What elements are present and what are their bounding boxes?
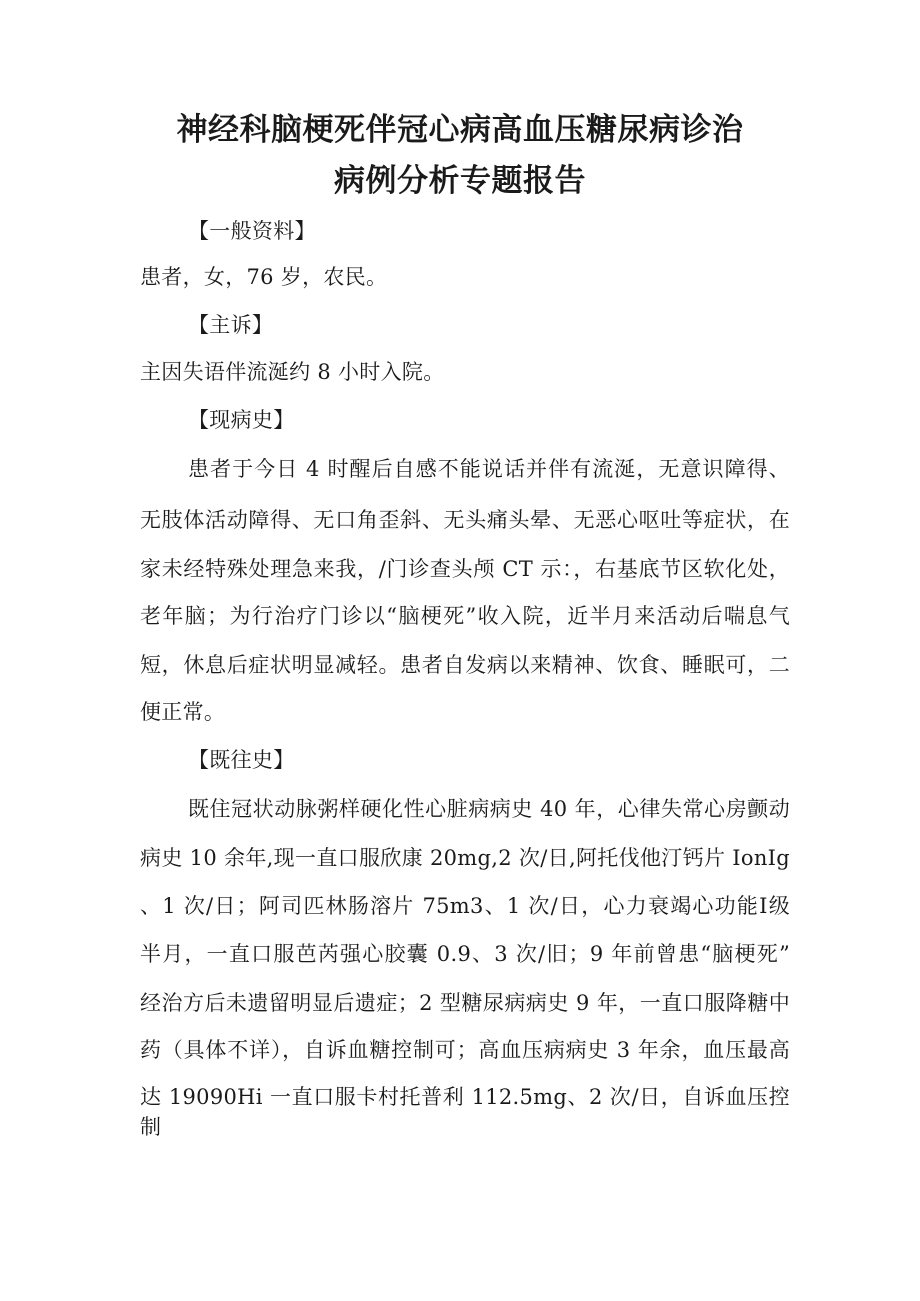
- past-history-line: 达 19090Hi 一直口服卡村托普利 112.5mg、2 次/日，自诉血压控制: [140, 1085, 790, 1139]
- past-history-line: 、1 次/日；阿司匹林肠溶片 75m3、1 次/日，心力衰竭心功能Ⅰ级: [140, 894, 790, 918]
- present-history-heading: 【现病史】: [188, 408, 295, 432]
- present-history-line: 老年脑；为行治疗门诊以“脑梗死”收入院，近半月来活动后喘息气: [140, 604, 790, 628]
- present-history-line: 家未经特殊处理急来我，/门诊查头颅 CT 示：，右基底节区软化处，: [140, 557, 790, 581]
- present-history-line: 患者于今日 4 时醒后自感不能说话并伴有流涎，无意识障得、: [188, 457, 790, 481]
- general-info-text: 患者，女，76 岁，农民。: [140, 265, 388, 289]
- past-history-line: 半月，一直口服芭芮强心胶囊 0.9、3 次/旧；9 年前曾患“脑梗死”: [140, 942, 790, 966]
- past-history-line: 病史 10 余年,现一直口服欣康 20mg,2 次/日,阿托伐他汀钙片 IonIg: [140, 846, 790, 870]
- past-history-line: 经治方后未遗留明显后遗症；2 型糖尿病病史 9 年，一直口服降糖中: [140, 991, 790, 1015]
- past-history-line: 药（具体不详），自诉血糖控制可；高血压病病史 3 年余，血压最高: [140, 1038, 790, 1062]
- chief-complaint-text: 主因失语伴流涎约 8 小时入院。: [140, 360, 445, 384]
- present-history-line: 短，休息后症状明显减轻。患者自发病以来精神、饮食、睡眠可，二: [140, 653, 790, 677]
- document-title-line-1: 神经科脑梗死伴冠心病高血压糖尿病诊治: [176, 112, 744, 148]
- past-history-line: 既住冠状动脉粥样硬化性心脏病病史 40 年，心律失常心房颤动: [188, 797, 790, 821]
- general-info-heading: 【一般资料】: [188, 219, 316, 243]
- past-history-heading: 【既往史】: [188, 748, 295, 772]
- present-history-line: 无肢体活动障得、无口角歪斜、无头痛头晕、无恶心呕吐等症状，在: [140, 508, 790, 532]
- chief-complaint-heading: 【主诉】: [188, 313, 274, 337]
- present-history-line: 便正常。: [140, 700, 226, 724]
- document-title-line-2: 病例分析专题报告: [334, 163, 586, 199]
